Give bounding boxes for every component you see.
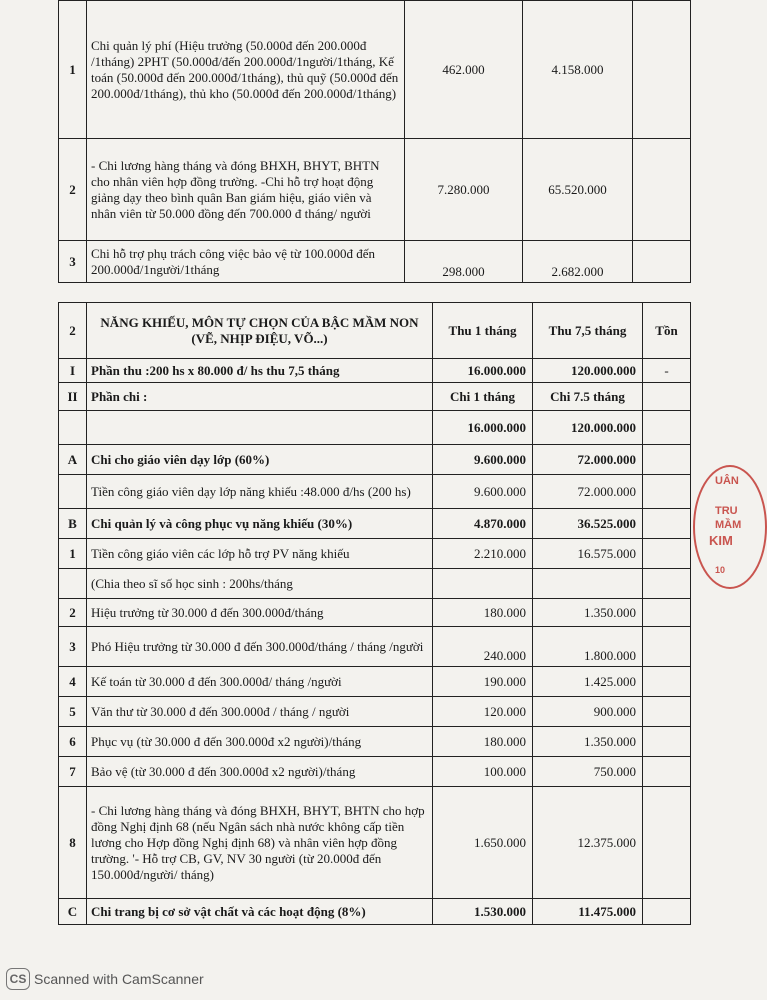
row-index: A [59, 445, 87, 475]
row-month-amount: 462.000 [405, 1, 523, 139]
stamp-text: 10 [715, 565, 726, 575]
row-description: (Chia theo sĩ số học sinh : 200hs/tháng [87, 569, 433, 599]
column-header-month: Thu 1 tháng [433, 303, 533, 359]
row-description: Chi quản lý và công phục vụ năng khiếu (30%) [87, 509, 433, 539]
row-remainder [643, 727, 691, 757]
table-row [59, 667, 691, 697]
row-total-amount: 750.000 [533, 757, 643, 787]
row-index: 3 [59, 241, 87, 283]
official-stamp [693, 465, 767, 589]
table-row [59, 509, 691, 539]
row-total-amount: 1.425.000 [533, 667, 643, 697]
table-header-row [59, 303, 691, 359]
row-month-amount: 16.000.000 [433, 359, 533, 383]
row-index: 6 [59, 727, 87, 757]
row-total-amount: 120.000.000 [533, 411, 643, 445]
row-index: I [59, 359, 87, 383]
row-index: 2 [59, 139, 87, 241]
table-row [59, 383, 691, 411]
table-row [59, 539, 691, 569]
stamp-text: KIM [709, 533, 733, 548]
table-row [59, 727, 691, 757]
row-index: 1 [59, 1, 87, 139]
row-description: Tiền công giáo viên dạy lớp năng khiếu :48.000 đ/hs (200 hs) [87, 475, 433, 509]
stamp-text: MẦM [715, 519, 742, 531]
row-remainder [643, 411, 691, 445]
column-header-remainder: Tồn [643, 303, 691, 359]
row-month-amount: 180.000 [433, 599, 533, 627]
table-row [59, 599, 691, 627]
table-row [59, 411, 691, 445]
row-month-amount: Chi 1 tháng [433, 383, 533, 411]
row-month-amount: 298.000 [405, 241, 523, 283]
row-description: - Chi lương hàng tháng và đóng BHXH, BHYT, BHTN cho hợp đồng Nghị định 68 (nếu Ngân sách nhà nước không cấp tiền lương cho Hợp đồng Nghị định 68) và nhân viên hợp đồng trường. '- Hỗ trợ CB, GV, NV 30 người (từ 20.000đ đến 150.000đ/người/ tháng) [87, 787, 433, 899]
row-index [59, 569, 87, 599]
row-total-amount: 65.520.000 [523, 139, 633, 241]
row-total-amount: 72.000.000 [533, 445, 643, 475]
table-row [59, 569, 691, 599]
row-month-amount: 9.600.000 [433, 445, 533, 475]
table-row [59, 359, 691, 383]
row-index [59, 411, 87, 445]
section-title: NĂNG KHIẾU, MÔN TỰ CHỌN CỦA BẬC MẦM NON (VẼ, NHỊP ĐIỆU, VÕ...) [87, 303, 433, 359]
row-remainder [643, 627, 691, 667]
row-total-amount: 900.000 [533, 697, 643, 727]
row-index: 3 [59, 627, 87, 667]
row-index: 2 [59, 599, 87, 627]
row-remainder [643, 509, 691, 539]
row-total-amount: 120.000.000 [533, 359, 643, 383]
row-remainder [643, 599, 691, 627]
watermark-text: Scanned with CamScanner [34, 971, 204, 987]
column-header-total: Thu 7,5 tháng [533, 303, 643, 359]
row-total-amount [533, 569, 643, 599]
row-description: Phó Hiệu trưởng từ 30.000 đ đến 300.000đ/tháng / tháng /người [87, 627, 433, 667]
row-total-amount: 36.525.000 [533, 509, 643, 539]
camscanner-watermark [6, 968, 204, 990]
table-row [59, 757, 691, 787]
row-index: 8 [59, 787, 87, 899]
row-description: Phần thu :200 hs x 80.000 đ/ hs thu 7,5 tháng [87, 359, 433, 383]
row-remainder [643, 787, 691, 899]
row-total-amount: 1.350.000 [533, 727, 643, 757]
row-description: Chi trang bị cơ sở vật chất và các hoạt động (8%) [87, 899, 433, 925]
row-month-amount: 16.000.000 [433, 411, 533, 445]
row-total-amount: 2.682.000 [523, 241, 633, 283]
row-month-amount: 180.000 [433, 727, 533, 757]
row-description: Chi cho giáo viên dạy lớp (60%) [87, 445, 433, 475]
row-remainder [643, 445, 691, 475]
camscanner-logo-icon: CS [6, 968, 30, 990]
row-description: Phục vụ (từ 30.000 đ đến 300.000đ x2 người)/tháng [87, 727, 433, 757]
row-index: C [59, 899, 87, 925]
row-remainder [643, 539, 691, 569]
row-description: Phần chi : [87, 383, 433, 411]
row-remainder [643, 757, 691, 787]
row-description: Bảo vệ (từ 30.000 đ đến 300.000đ x2 người)/tháng [87, 757, 433, 787]
row-description: Tiền công giáo viên các lớp hỗ trợ PV năng khiếu [87, 539, 433, 569]
row-remainder [643, 667, 691, 697]
row-total-amount: 16.575.000 [533, 539, 643, 569]
row-remainder [643, 697, 691, 727]
row-description: Chi quản lý phí (Hiệu trưởng (50.000đ đến 200.000đ /1tháng) 2PHT (50.000đ/đến 200.000đ/1người/1tháng, Kế toán (50.000đ đến 200.000đ/1tháng), thủ quỹ (50.000đ đến 200.000đ/1tháng), thủ kho (50.000đ đến 200.000đ/1tháng) [87, 1, 405, 139]
row-month-amount: 7.280.000 [405, 139, 523, 241]
row-month-amount: 100.000 [433, 757, 533, 787]
fee-table-continued [58, 0, 691, 283]
row-total-amount: 1.800.000 [533, 627, 643, 667]
row-remainder [633, 241, 691, 283]
row-month-amount: 240.000 [433, 627, 533, 667]
row-index: II [59, 383, 87, 411]
table-row [59, 1, 691, 139]
row-index [59, 475, 87, 509]
table-row [59, 899, 691, 925]
stamp-text: UÂN [715, 475, 739, 487]
row-month-amount: 9.600.000 [433, 475, 533, 509]
row-month-amount: 1.530.000 [433, 899, 533, 925]
stamp-text: TRU [715, 505, 738, 517]
table-row [59, 787, 691, 899]
row-index: 7 [59, 757, 87, 787]
row-month-amount: 2.210.000 [433, 539, 533, 569]
table-row [59, 627, 691, 667]
row-total-amount: 4.158.000 [523, 1, 633, 139]
row-description: Văn thư từ 30.000 đ đến 300.000đ / tháng / người [87, 697, 433, 727]
row-total-amount: Chi 7.5 tháng [533, 383, 643, 411]
section-number: 2 [59, 303, 87, 359]
row-remainder [633, 1, 691, 139]
row-total-amount: 72.000.000 [533, 475, 643, 509]
table-row [59, 697, 691, 727]
row-month-amount: 120.000 [433, 697, 533, 727]
table-row [59, 139, 691, 241]
row-total-amount: 11.475.000 [533, 899, 643, 925]
row-description: Hiệu trưởng từ 30.000 đ đến 300.000đ/tháng [87, 599, 433, 627]
row-index: B [59, 509, 87, 539]
row-index: 1 [59, 539, 87, 569]
row-remainder: - [643, 359, 691, 383]
row-description: - Chi lương hàng tháng và đóng BHXH, BHYT, BHTN cho nhân viên hợp đồng trường. -Chi hỗ trợ hoạt động giảng dạy theo bình quân Ban giám hiệu, giáo viên và nhân viên từ 50.000 đồng đến 700.000 đ tháng/ người [87, 139, 405, 241]
row-description: Kế toán từ 30.000 đ đến 300.000đ/ tháng /người [87, 667, 433, 697]
row-month-amount [433, 569, 533, 599]
table-row [59, 475, 691, 509]
table-row [59, 445, 691, 475]
row-remainder [643, 383, 691, 411]
row-month-amount: 1.650.000 [433, 787, 533, 899]
row-description: Chi hỗ trợ phụ trách công việc bảo vệ từ 100.000đ đến 200.000đ/1người/1tháng [87, 241, 405, 283]
row-index: 5 [59, 697, 87, 727]
row-total-amount: 12.375.000 [533, 787, 643, 899]
row-remainder [643, 899, 691, 925]
talent-class-table [58, 302, 691, 925]
row-remainder [643, 475, 691, 509]
row-index: 4 [59, 667, 87, 697]
row-month-amount: 190.000 [433, 667, 533, 697]
row-description [87, 411, 433, 445]
table-row [59, 241, 691, 283]
row-remainder [633, 139, 691, 241]
row-month-amount: 4.870.000 [433, 509, 533, 539]
row-remainder [643, 569, 691, 599]
row-total-amount: 1.350.000 [533, 599, 643, 627]
